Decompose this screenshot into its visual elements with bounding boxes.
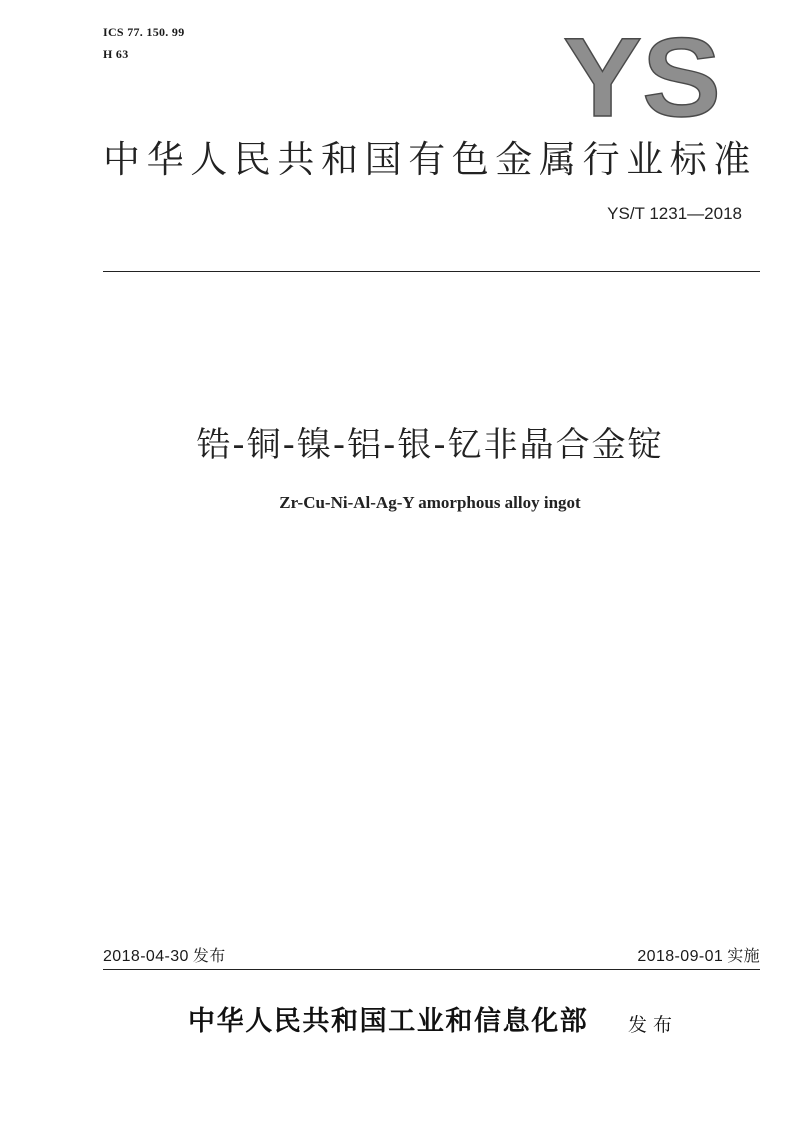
header-divider: [103, 271, 760, 272]
standard-category-title: 中华人民共和国有色金属行业标准: [103, 138, 757, 181]
ys-logo: [560, 32, 725, 122]
publish-date-line: [103, 946, 226, 968]
ics-code: ICS 77. 150. 99: [103, 25, 185, 39]
standard-number: YS/T 1231—2018: [607, 204, 742, 223]
implement-label: 实施: [727, 948, 760, 965]
document-title-english: Zr-Cu-Ni-Al-Ag-Y amorphous alloy ingot: [279, 493, 581, 512]
issuing-authority: 中华人民共和国工业和信息化部: [188, 1006, 589, 1037]
ccs-code: H 63: [103, 47, 129, 61]
footer-divider: [103, 969, 760, 970]
implement-date: 2018-09-01: [637, 948, 724, 965]
document-title-chinese: 锆-铜-镍-铝-银-钇非晶合金锭: [196, 425, 664, 465]
publish-date: 2018-04-30: [103, 948, 189, 965]
ys-logo-text: YS: [563, 32, 721, 122]
implement-date-line: [637, 946, 760, 968]
publish-label: 发布: [192, 948, 226, 965]
issuing-action: 发 布: [628, 1014, 673, 1036]
